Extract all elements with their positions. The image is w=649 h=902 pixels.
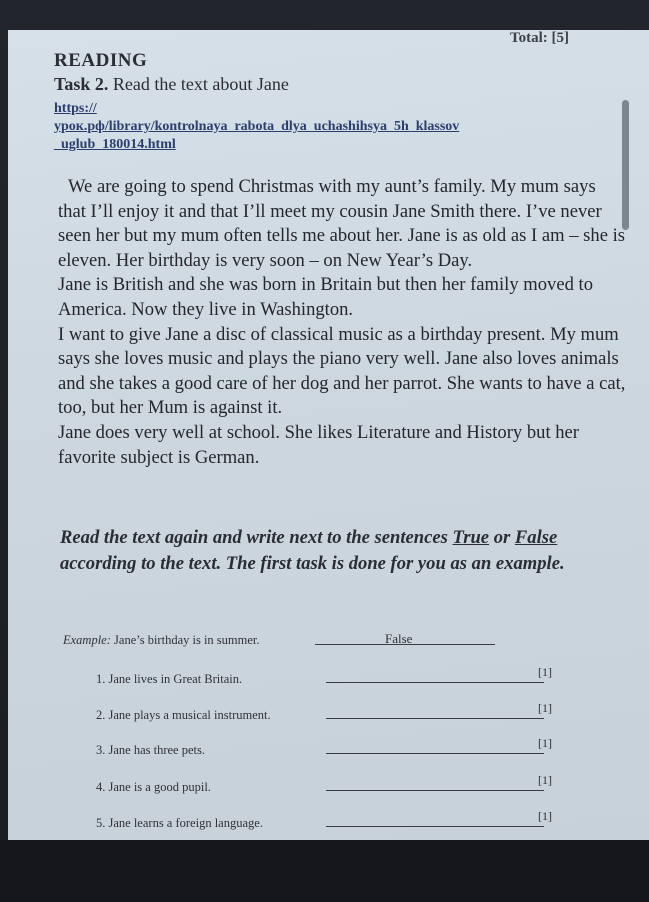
- answer-blank[interactable]: [326, 826, 544, 827]
- question-text: 3. Jane has three pets.: [96, 743, 205, 757]
- question-row: [96, 809, 596, 838]
- question-text: 4. Jane is a good pupil.: [96, 780, 211, 794]
- false-word: False: [514, 527, 558, 548]
- answer-blank[interactable]: [326, 682, 544, 683]
- question-mark: [1]: [538, 773, 552, 787]
- question-row: [96, 701, 596, 730]
- question-text: 1. Jane lives in Great Britain.: [96, 672, 243, 686]
- question-text: 2. Jane plays a musical instrument.: [96, 708, 271, 722]
- example-sentence: Jane’s birthday is in summer.: [110, 633, 260, 647]
- question-row: [96, 773, 596, 802]
- task-text: Read the text about Jane: [108, 74, 289, 94]
- instruction-text-3: according to the text. The first task is done for you as an example.: [60, 553, 565, 574]
- question-mark: [1]: [538, 701, 552, 715]
- answer-blank[interactable]: [326, 790, 544, 791]
- passage-paragraph-3: I want to give Jane a disc of classical music as a birthday present. My mum says she loves music and plays the piano very well. Jane also loves animals and she takes a good care of her dog and her parrot. She wants to have a cat, too, but her Mum is against it.: [58, 323, 626, 419]
- task-title: [54, 74, 289, 95]
- answer-blank[interactable]: [326, 718, 544, 719]
- task-label: Task 2.: [54, 74, 109, 94]
- question-row: [96, 736, 596, 765]
- link-line-1[interactable]: https://: [54, 101, 97, 116]
- passage-paragraph-2: Jane is British and she was born in Britain but then her family moved to America. Now they live in Washington.: [58, 274, 593, 320]
- question-mark: [1]: [538, 736, 552, 750]
- example-answer: False: [385, 631, 413, 646]
- task-instruction: [60, 525, 630, 577]
- total-mark: Total: [5]: [510, 30, 570, 46]
- link-line-2[interactable]: урок.рф/library/kontrolnaya_rabota_dlya_uchashihsya_5h_klassov: [54, 119, 460, 134]
- screen-bezel: [0, 840, 649, 902]
- section-heading: READING: [54, 50, 148, 71]
- instruction-text-2: or: [489, 527, 515, 548]
- question-text: 5. Jane learns a foreign language.: [96, 816, 263, 830]
- example-row: [63, 633, 603, 653]
- reading-passage: [58, 175, 626, 470]
- worksheet-page: [8, 30, 649, 840]
- question-mark: [1]: [538, 665, 552, 679]
- answer-blank[interactable]: [326, 753, 544, 754]
- instruction-text-1: Read the text again and write next to the sentences: [60, 527, 453, 548]
- question-row: [96, 665, 596, 694]
- link-line-3[interactable]: _uglub_180014.html: [54, 137, 176, 152]
- source-link[interactable]: [54, 100, 614, 154]
- passage-paragraph-1: We are going to spend Christmas with my aunt’s family. My mum says that I’ll enjoy it and that I’ll meet my cousin Jane Smith there. I’ve never seen her but my mum often tells me about her. Jane is as old as I am – she is eleven. Her birthday is very soon – on New Year’s Day.: [58, 176, 625, 271]
- question-mark: [1]: [538, 809, 552, 823]
- passage-paragraph-4: Jane does very well at school. She likes Literature and History but her favorite subject is German.: [58, 421, 579, 468]
- true-word: True: [452, 527, 490, 548]
- example-label: Example:: [63, 633, 111, 647]
